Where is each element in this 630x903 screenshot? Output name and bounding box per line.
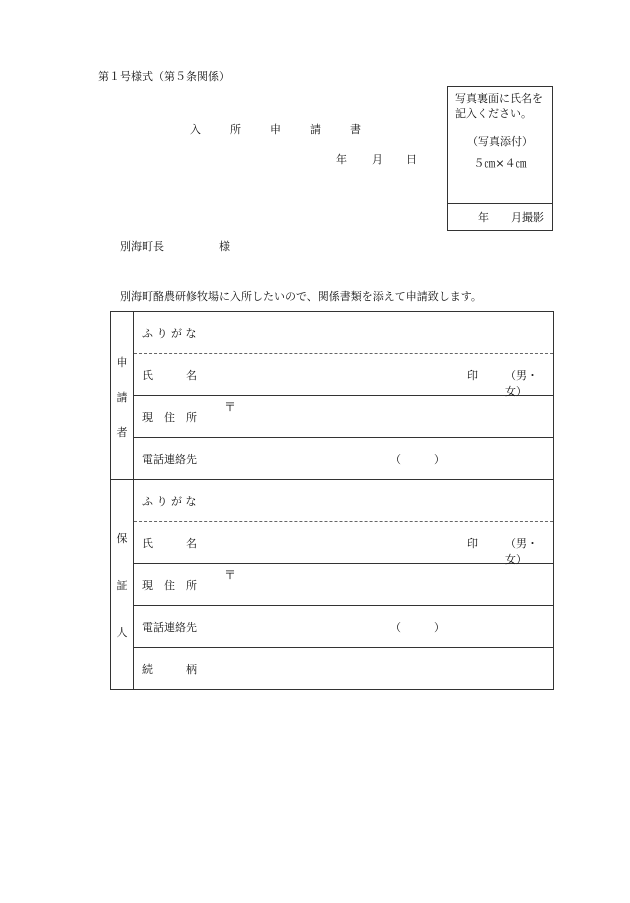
- title-char: 請: [310, 123, 321, 136]
- address-label: 現 住 所: [142, 579, 197, 592]
- applicant-label: [111, 312, 134, 479]
- addressee: 別海町長 様: [120, 240, 230, 253]
- title-char: 申: [270, 123, 281, 136]
- date-year: 年: [336, 153, 347, 166]
- applicant-name-row[interactable]: [134, 354, 553, 396]
- phone-label: 電話連絡先: [142, 453, 197, 466]
- guarantor-name-row[interactable]: [134, 522, 553, 564]
- address-label: 現 住 所: [142, 411, 197, 424]
- furigana-label: ふ り が な: [142, 327, 197, 340]
- guarantor-relation-row[interactable]: [134, 648, 553, 689]
- relation-label: 続 柄: [142, 663, 197, 676]
- phone-label: 電話連絡先: [142, 621, 197, 634]
- date-line: [336, 151, 417, 167]
- name-label: 氏 名: [142, 537, 197, 550]
- guarantor-furigana-row[interactable]: [134, 480, 553, 522]
- seal-label: 印: [467, 537, 478, 550]
- photo-instruction: 写真裏面に氏名を記入ください。: [455, 92, 543, 120]
- section-label-char: 人: [116, 626, 128, 639]
- title-char: 所: [230, 123, 241, 136]
- section-label-char: 請: [116, 391, 128, 404]
- phone-parentheses: （ ）: [390, 621, 445, 634]
- guarantor-label: [111, 480, 134, 689]
- section-label-char: 保: [116, 532, 128, 545]
- postal-mark: 〒: [224, 400, 237, 414]
- form-title: [190, 121, 390, 137]
- applicant-furigana-row[interactable]: [134, 312, 553, 354]
- photo-taken-year: 年: [478, 211, 489, 224]
- furigana-label: ふ り が な: [142, 495, 197, 508]
- date-day: 日: [406, 153, 417, 166]
- section-label-char: 申: [116, 356, 128, 369]
- seal-label: 印: [467, 369, 478, 382]
- postal-mark: 〒: [224, 568, 237, 582]
- date-month: 月: [372, 153, 383, 166]
- section-label-char: 者: [116, 426, 128, 439]
- section-label-char: 証: [116, 579, 128, 592]
- title-char: 入: [190, 123, 201, 136]
- photo-attach-label: （写真添付）: [467, 135, 533, 148]
- application-table: [110, 311, 554, 690]
- gender-choice: （男・女）: [505, 537, 538, 566]
- photo-size-label: ５㎝×４㎝: [473, 157, 527, 170]
- guarantor-section: [111, 480, 553, 689]
- guarantor-address-row[interactable]: [134, 564, 553, 606]
- gender-choice: （男・女）: [505, 369, 538, 398]
- applicant-section: [111, 312, 553, 480]
- applicant-address-row[interactable]: [134, 396, 553, 438]
- name-label: 氏 名: [142, 369, 197, 382]
- title-char: 書: [350, 123, 361, 136]
- photo-taken-date: [478, 209, 544, 225]
- phone-parentheses: （ ）: [390, 453, 445, 466]
- photo-box: [447, 86, 553, 231]
- guarantor-phone-row[interactable]: [134, 606, 553, 648]
- photo-area: [448, 87, 552, 204]
- intro-text: 別海町酪農研修牧場に入所したいので、関係書類を添えて申請致します。: [120, 290, 482, 303]
- applicant-phone-row[interactable]: [134, 438, 553, 479]
- form-number: 第１号様式（第５条関係）: [98, 70, 230, 83]
- photo-taken-month: 月撮影: [511, 211, 544, 224]
